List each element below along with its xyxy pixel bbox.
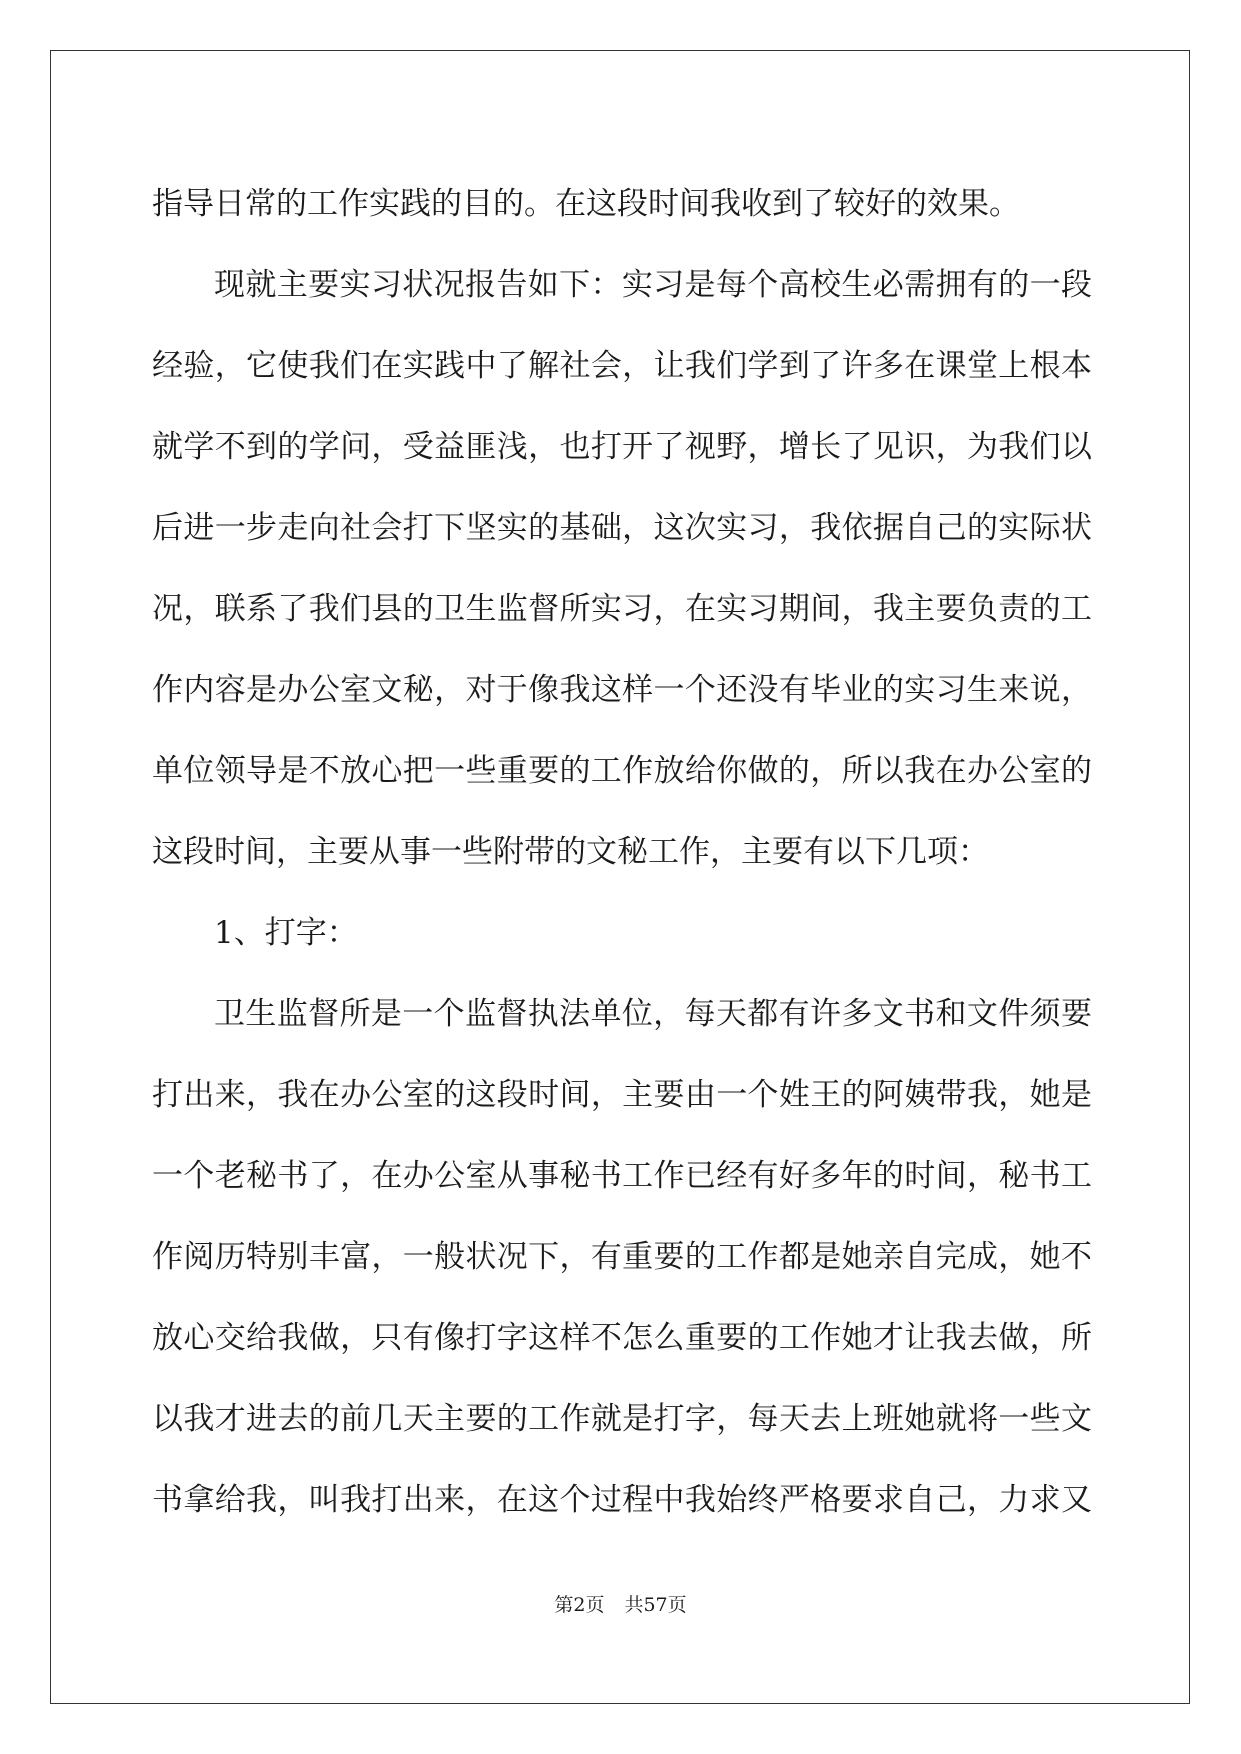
- text-line: 一个老秘书了，在办公室从事秘书工作已经有好多年的时间，秘书工: [152, 1158, 1092, 1194]
- text-line: 卫生监督所是一个监督执法单位，每天都有许多文书和文件须要: [214, 996, 1092, 1032]
- page-footer: [0, 1590, 1241, 1617]
- text-line: 打出来，我在办公室的这段时间，主要由一个姓王的阿姨带我，她是: [152, 1077, 1092, 1113]
- page-number: 第2页: [554, 1594, 605, 1616]
- text-line: 放心交给我做，只有像打字这样不怎么重要的工作她才让我去做，所: [152, 1320, 1092, 1356]
- text-line: 书拿给我，叫我打出来，在这个过程中我始终严格要求自己，力求又: [152, 1482, 1092, 1518]
- text-line: 以我才进去的前几天主要的工作就是打字，每天去上班她就将一些文: [152, 1401, 1092, 1437]
- document-body: [152, 164, 1092, 1541]
- text-line: 作阅历特别丰富，一般状况下，有重要的工作都是她亲自完成，她不: [152, 1239, 1092, 1275]
- text-line: 现就主要实习状况报告如下：实习是每个高校生必需拥有的一段: [214, 267, 1092, 303]
- text-line: 这段时间，主要从事一些附带的文秘工作，主要有以下几项：: [152, 834, 989, 870]
- page-total: 共57页: [624, 1594, 687, 1616]
- text-line: 作内容是办公室文秘，对于像我这样一个还没有毕业的实习生来说，: [152, 672, 1092, 708]
- text-line: 指导日常的工作实践的目的。在这段时间我收到了较好的效果。: [152, 186, 1020, 222]
- text-line: 单位领导是不放心把一些重要的工作放给你做的，所以我在办公室的: [152, 753, 1092, 789]
- text-line: 经验，它使我们在实践中了解社会，让我们学到了许多在课堂上根本: [152, 348, 1092, 384]
- text-line: 1、打字：: [214, 915, 358, 951]
- text-line: 后进一步走向社会打下坚实的基础，这次实习，我依据自己的实际状: [152, 510, 1092, 546]
- text-line: 况，联系了我们县的卫生监督所实习，在实习期间，我主要负责的工: [152, 591, 1092, 627]
- text-line: 就学不到的学问，受益匪浅，也打开了视野，增长了见识，为我们以: [152, 429, 1092, 465]
